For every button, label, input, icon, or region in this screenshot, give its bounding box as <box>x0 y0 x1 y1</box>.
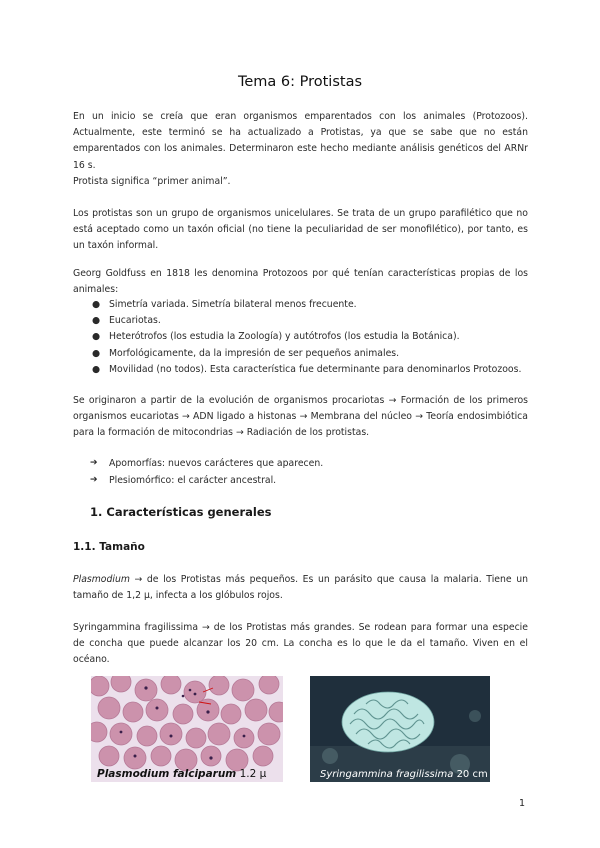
subsection-heading: 1.1. Tamaño <box>73 541 145 553</box>
bullet-icon: ● <box>92 347 101 359</box>
image-caption: Plasmodium falciparum 1.2 µ <box>97 768 267 780</box>
arrow-icon: ➔ <box>90 475 98 485</box>
syringammina-image <box>310 676 490 782</box>
plasmodium-paragraph: Plasmodium → de los Protistas más pequeños. Es un parásito que causa la malaria. Tiene un tamaño de 1,2 µ, infecta a los glóbulos rojos. <box>73 574 528 602</box>
bullet-icon: ● <box>92 315 101 327</box>
image-caption: Syringammina fragilissima 20 cm <box>320 769 488 780</box>
intro-paragraph: En un inicio se creía que eran organismos emparentados con los animales (Protozoos). Actualmente, este terminó se ha actualizado a Protistas, ya que se sabe que no están emparentados con los animales. Determinaron este hecho mediante análisis genéticos del ARNr 16 s. <box>73 111 528 171</box>
arrow-list <box>90 455 323 489</box>
definition-paragraph: Protista significa “primer animal”. <box>73 176 231 187</box>
bullet-icon: ● <box>92 363 101 375</box>
list-item: ● Eucariotas. <box>92 313 521 329</box>
unicellular-paragraph: Los protistas son un grupo de organismos unicelulares. Se trata de un grupo parafilético que no está aceptado como un taxón oficial (no tiene la peculiaridad de ser monofilético), por tanto, es un taxón informal. <box>73 208 528 252</box>
list-item: ● Simetría variada. Simetría bilateral menos frecuente. <box>92 297 521 313</box>
species-name: Plasmodium <box>73 574 130 585</box>
list-item: ➔ Apomorfías: nuevos carácteres que aparecen. <box>90 455 323 472</box>
list-item: ● Morfológicamente, da la impresión de ser pequeños animales. <box>92 346 521 362</box>
bullet-icon: ● <box>92 331 101 343</box>
arrow-icon: ➔ <box>90 458 98 468</box>
page-number: 1 <box>518 798 525 809</box>
bullet-icon: ● <box>92 299 101 310</box>
list-item: ● Heterótrofos (los estudia la Zoología) y autótrofos (los estudia la Botánica). <box>92 329 521 345</box>
characteristics-list <box>92 297 521 378</box>
page-title: Tema 6: Protistas <box>237 74 363 90</box>
goldfuss-paragraph: Georg Goldfuss en 1818 les denomina Protozoos por qué tenían características propias de los animales: <box>73 268 528 296</box>
plasmodium-image <box>91 676 283 782</box>
evolution-paragraph: Se originaron a partir de la evolución de organismos procariotas → Formación de los primeros organismos eucariotas → ADN ligado a histonas → Membrana del núcleo → Teoría endosimbiótica para la formación de mitocondrias → Radiación de los protistas. <box>73 395 528 439</box>
list-item: ● Movilidad (no todos). Esta característica fue determinante para denominarlos Protozoos. <box>92 362 521 378</box>
list-item: ➔ Plesiomórfico: el carácter ancestral. <box>90 472 323 489</box>
syringammina-paragraph: Syringammina fragilissima → de los Protistas más grandes. Se rodean para formar una especie de concha que puede alcanzar los 20 cm. La concha es lo que le da el tamaño. Viven en el océano. <box>73 622 528 666</box>
section-heading: 1. Características generales <box>90 505 272 519</box>
